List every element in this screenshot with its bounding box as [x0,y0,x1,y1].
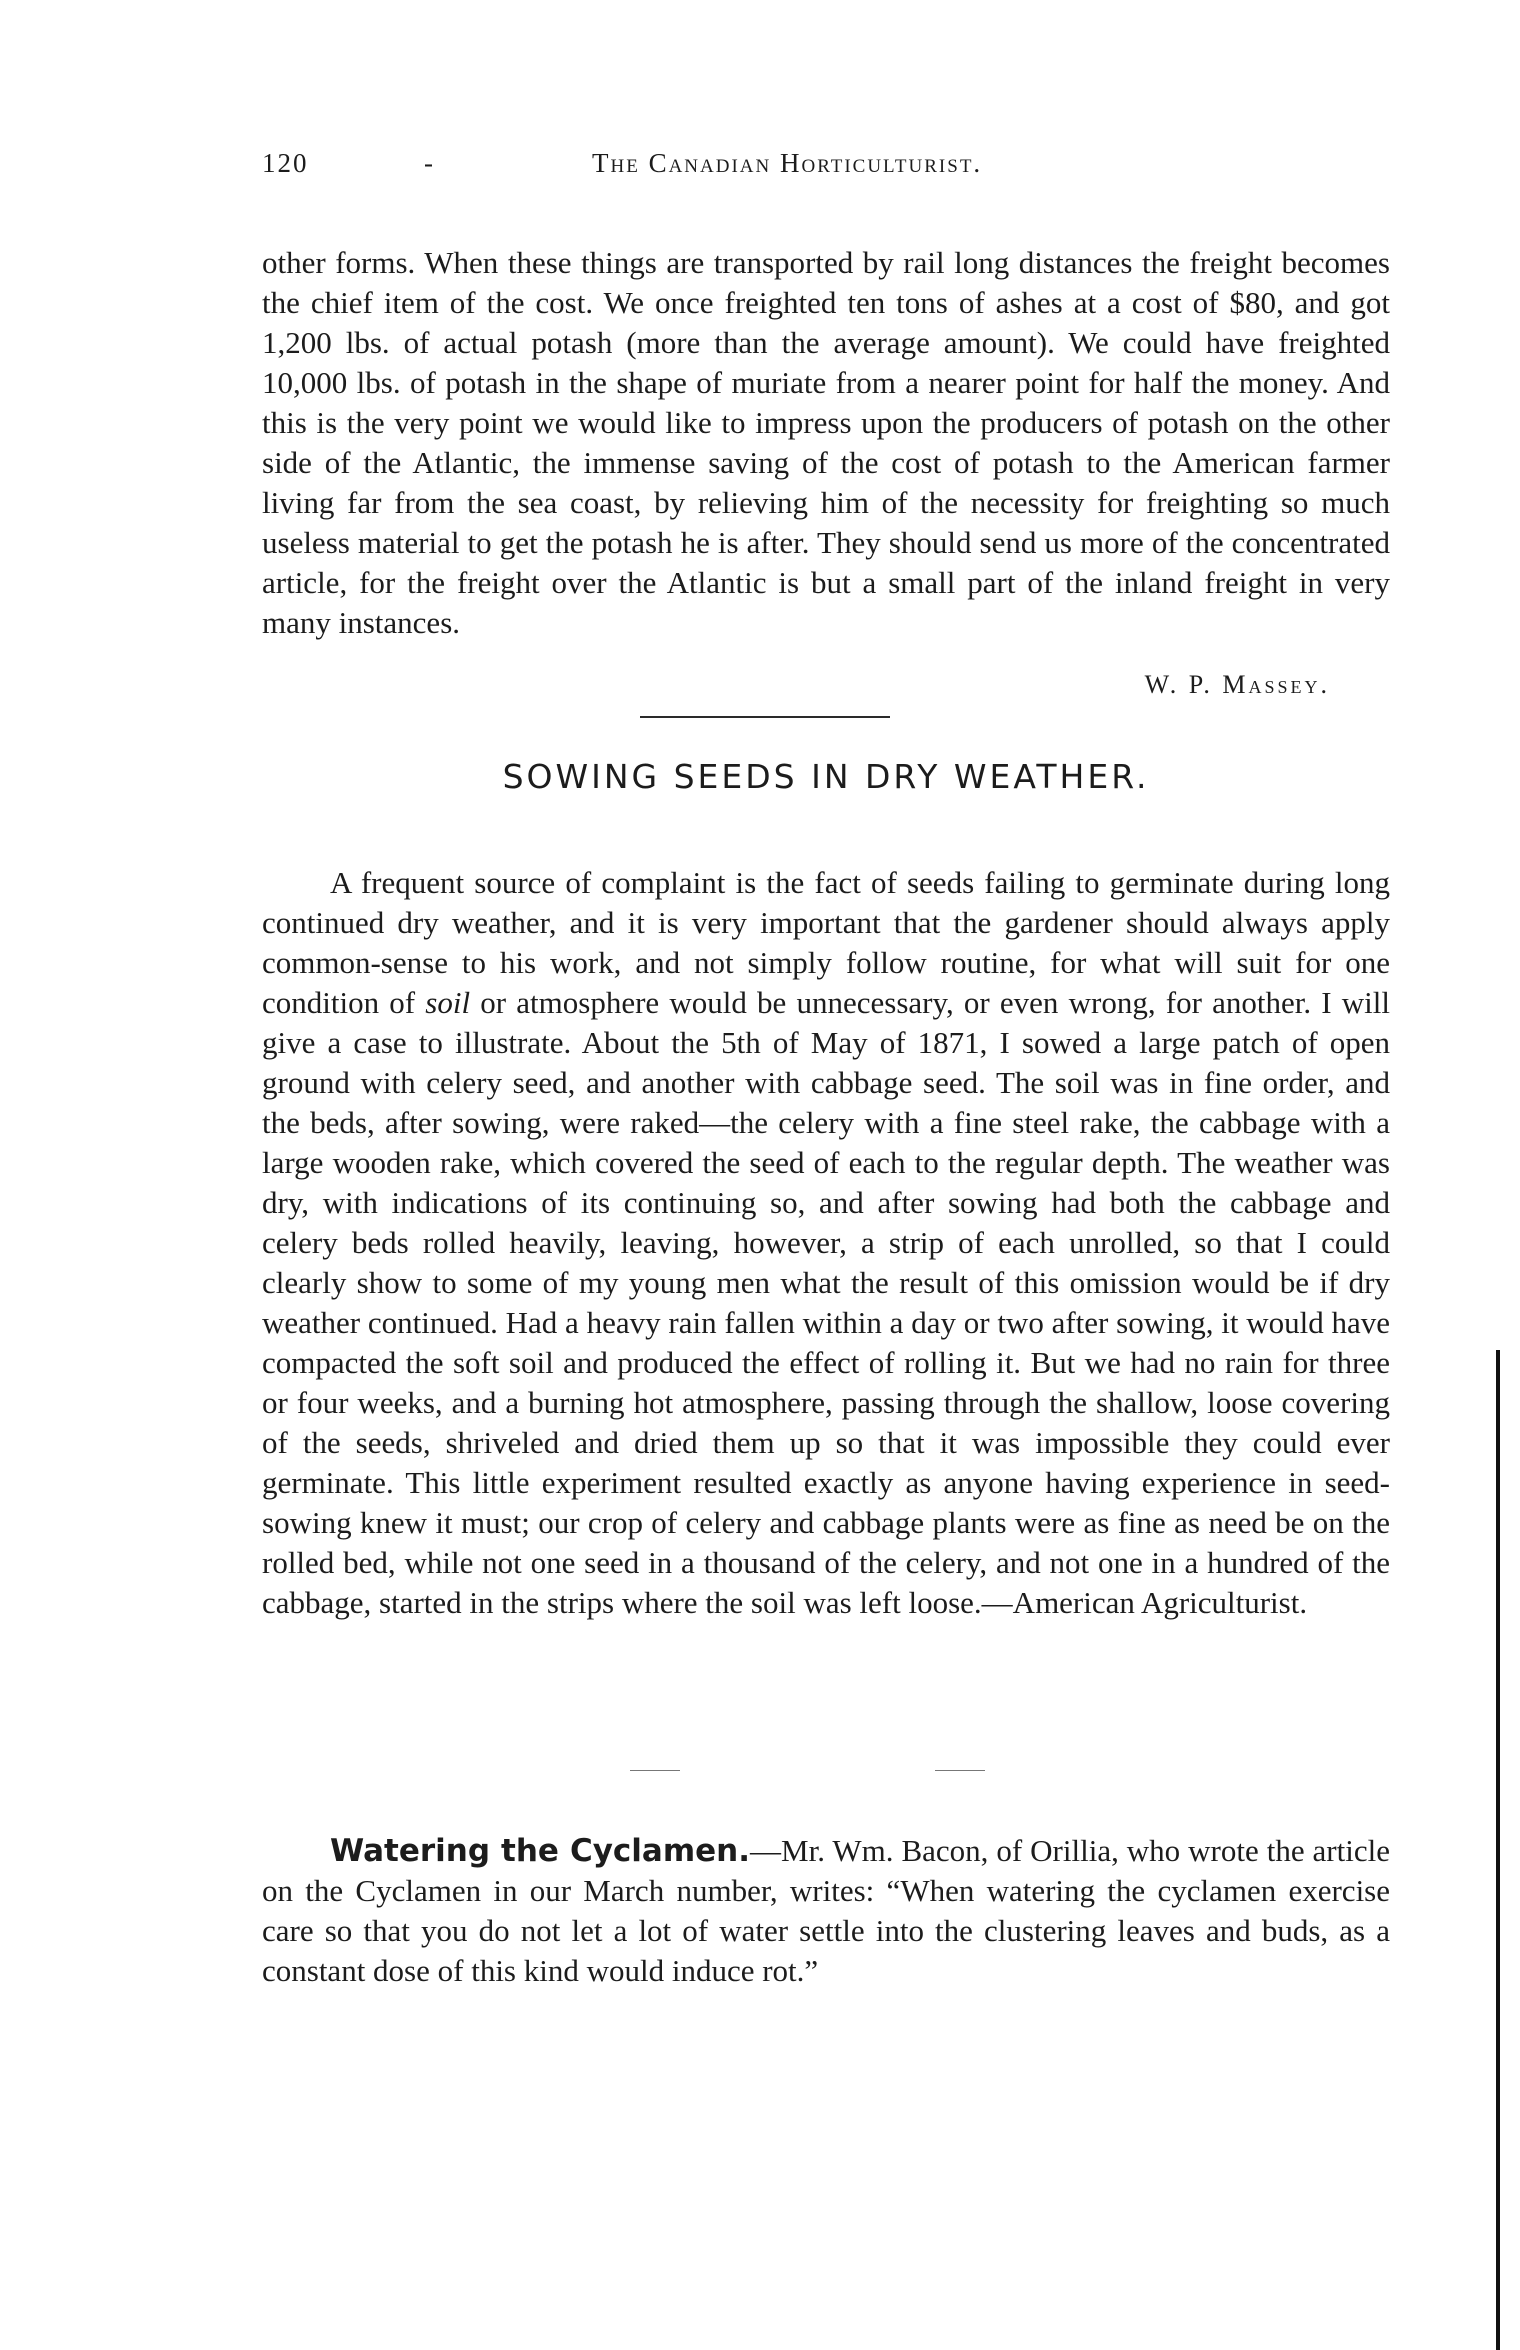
page-header [262,148,1392,188]
running-title: The Canadian Horticulturist. [592,148,983,178]
author-signature: W. P. Massey. [1144,670,1330,699]
section-heading: SOWING SEEDS IN DRY WEATHER. [502,757,1150,796]
italic-word: soil [425,985,471,1020]
section-divider-rule [640,716,890,718]
run-in-heading: Watering the Cyclamen. [330,1833,751,1869]
cyclamen-text: —Mr. Wm. Bacon, of Orillia, who wrote the article on the Cyclamen in our March number, writes: “When watering the cyclamen exercise care so that you do not let a lot of water settle into the clustering leaves and buds, as a constant dose of this kind would induce rot.” [262,1833,1390,1988]
divider-mark-right [935,1770,985,1771]
cyclamen-paragraph [262,1831,1390,1991]
article-continuation-paragraph: other forms. When these things are transported by rail long distances the freight becomes the chief item of the cost. We once freighted ten tons of ashes at a cost of $80, and got 1,200 lbs. of actual potash (more than the average amount). We could have freighted 10,000 lbs. of potash in the shape of muriate from a nearer point for half the money. And this is the very point we would like to impress upon the producers of potash on the other side of the Atlantic, the immense saving of the cost of potash to the American farmer living far from the sea coast, by relieving him of the necessity for freighting so much useless material to get the potash he is after. They should send us more of the concentrated article, for the freight over the Atlantic is but a small part of the inland freight in very many instances. [262,245,1390,640]
page-number: 120 [262,148,309,178]
paragraph-text-start: A frequent source of complaint is the fact of seeds failing to germinate during long continued dry weather, and it is very important that the gardener should always apply common-sense to his work, and not simply follow routine, for what will suit for one condition of [262,865,1390,1020]
header-dot: - [424,148,435,178]
divider-mark-left [630,1770,680,1771]
sowing-seeds-paragraph [262,863,1390,1623]
paragraph-text-end: or atmosphere would be unnecessary, or even wrong, for another. I will give a case to illustrate. About the 5th of May of 1871, I sowed a large patch of open ground with celery seed, and another with cabbage seed. The soil was in fine order, and the beds, after sowing, were raked—the celery with a fine steel rake, the cabbage with a large wooden rake, which covered the seed of each to the regular depth. The weather was dry, with indications of its continuing so, and after sowing had both the cabbage and celery beds rolled heavily, leaving, however, a strip of each unrolled, so that I could clearly show to some of my young men what the result of this omission would be if dry weather continued. Had a heavy rain fallen within a day or two after sowing, it would have compacted the soft soil and produced the effect of rolling it. But we had no rain for three or four weeks, and a burning hot atmosphere, passing through the shallow, loose covering of the seeds, shriveled and dried them up so that it was impossible they could ever germinate. This little experiment resulted exactly as anyone having experience in seed-sowing knew it must; our crop of celery and cabbage plants were as fine as need be on the rolled bed, while not one seed in a thousand of the celery, and not one in a hundred of the cabbage, started in the strips where the soil was left loose.—American Agriculturist. [262,985,1390,1620]
page-edge-shadow [1496,1350,1500,2350]
